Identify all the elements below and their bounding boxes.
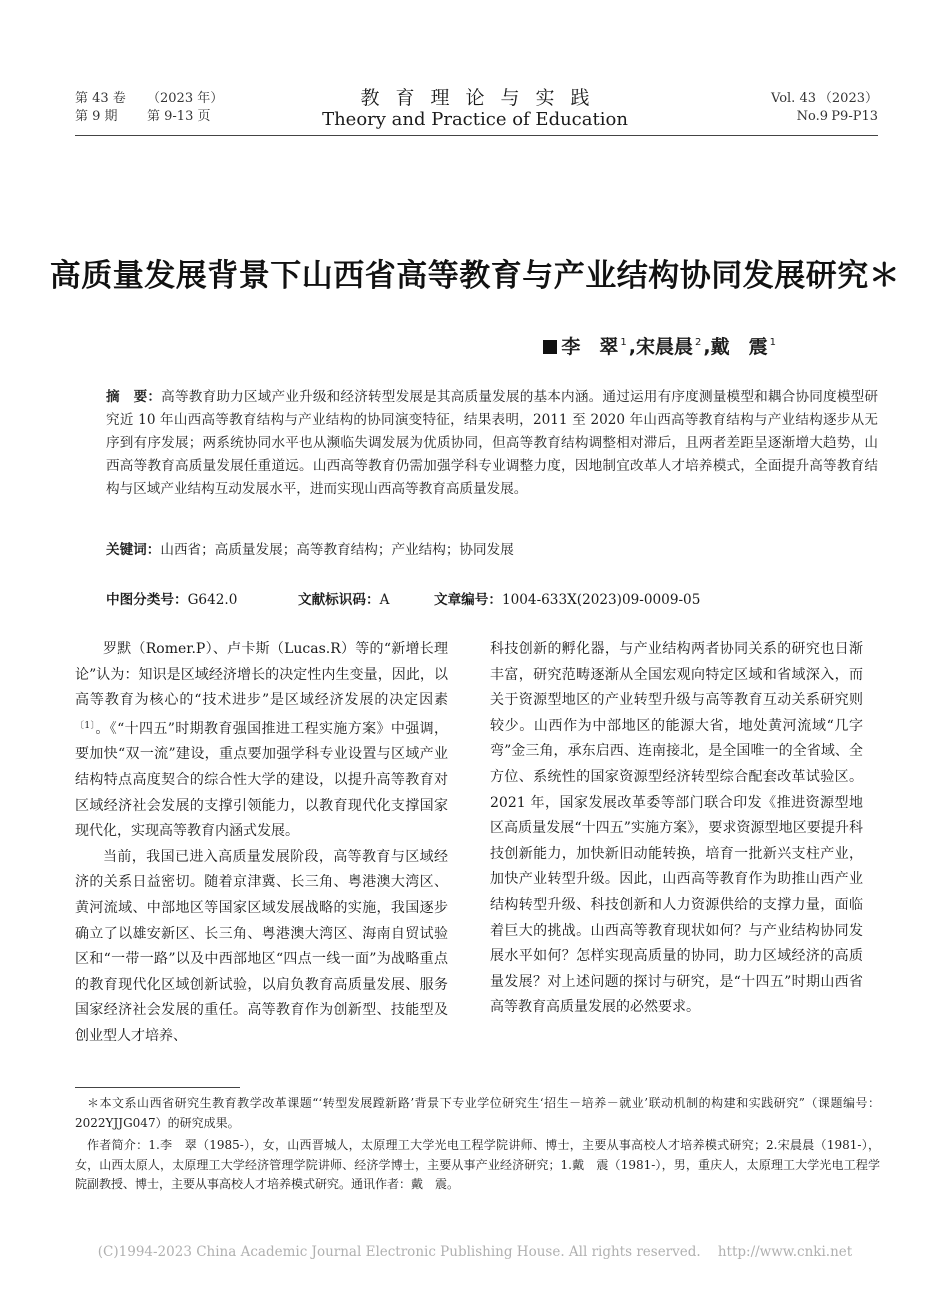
clc-number <box>106 590 298 610</box>
author-name: 戴 震 <box>710 336 768 358</box>
header-issue: 第 9 期 <box>75 109 118 124</box>
journal-name-en: Theory and Practice of Education <box>322 109 628 130</box>
author-affiliation: 1 <box>769 337 776 348</box>
header-pages: 第 9-13 页 <box>147 109 211 124</box>
footnote-author-bio: 作者简介：1.李 翠（1985-），女，山西晋城人，太原理工大学光电工程学院讲师、博士，主要从事高校人才培养模式研究；2.宋晨晨（1981-），女，山西太原人，太原理工大学经济管理学院讲师、经济学博士，主要从事产业经济研究；1.戴 震（1981-），男，重庆人，太原理工大学光电工程学院副教授、博士，主要从事高校人才培养模式研究。通讯作者：戴 震。 <box>75 1138 880 1192</box>
footnote-funding: ＊本文系山西省研究生教育教学改革课题“‘转型发展蹚新路’背景下专业学位研究生‘招生－培养－就业’联动机制的构建和实践研究”（课题编号：2022YJJG047）的研究成果。 <box>75 1096 880 1130</box>
clc-label: 中图分类号： <box>106 592 188 608</box>
header-volume: 第 43 卷 <box>75 91 126 106</box>
document-code <box>298 590 434 610</box>
body-paragraph: 科技创新的孵化器，与产业结构两者协同关系的研究也日渐丰富，研究范畴逐渐从全国宏观向特定区域和省域深入，而关于资源型地区的产业转型升级与高等教育互动关系研究则较少。山西作为中部地区的能源大省，地处黄河流域“几字弯”金三角，承东启西、连南接北，是全国唯一的全省域、全方位、系统性的国家资源型经济转型综合配套改革试验区。2021 年，国家发展改革委等部门联合印发《推进资源型地区高质量发展“十四五”实施方案》，要求资源型地区要提升科技创新能力，加快新旧动能转换，培育一批新兴支柱产业，加快产业转型升级。因此，山西高等教育作为助推山西产业结构转型升级、科技创新和人力资源供给的支撑力量，面临着巨大的挑战。山西高等教育现状如何？与产业结构协同发展水平如何？怎样实现高质量的协同，助力区域经济的高质量发展？对上述问题的探讨与研究，是“十四五”时期山西省高等教育高质量发展的必然要求。 <box>490 641 863 1016</box>
header-volume-en: Vol. 43 <box>771 91 816 106</box>
author-affiliation: 1 <box>620 337 627 348</box>
classification-line <box>106 590 700 610</box>
copyright-watermark: (C)1994-2023 China Academic Journal Electronic Publishing House. All rights reserved. http://www.cnki.net <box>97 1244 853 1260</box>
footnotes <box>75 1094 880 1198</box>
author-affiliation: 2 <box>695 337 702 348</box>
article-number <box>434 590 700 610</box>
header-pages-en: P9-P13 <box>831 109 878 124</box>
body-paragraph: 当前，我国已进入高质量发展阶段，高等教育与区域经济的关系日益密切。随着京津冀、长三角、粤港澳大湾区、黄河流域、中部地区等国家区域发展战略的实施，我国逐步确立了以雄安新区、长三角、粤港澳大湾区、海南自贸试验区和“一带一路”以及中西部地区“四点一线一面”为战略重点的教育现代化区域创新试验，以肩负教育高质量发展、服务国家经济社会发展的重任。高等教育作为创新型、技能型及创业型人才培养、 <box>75 848 448 1044</box>
body-text: 罗默（Romer.P）、卢卡斯（Lucas.R）等的“新增长理论”认为：知识是区域经济增长的决定性内生变量，因此，以高等教育为核心的“技术进步”是区域经济发展的决定因素 <box>75 641 448 709</box>
header-issue-en: No.9 <box>796 109 828 124</box>
keywords-text: 山西省；高质量发展；高等教育结构；产业结构；协同发展 <box>160 542 514 558</box>
keywords <box>106 540 878 560</box>
doc-label: 文献标识码： <box>298 592 380 608</box>
article-value: 1004-633X(2023)09-0009-05 <box>501 592 701 608</box>
body-column-left <box>75 637 448 1050</box>
header-year: （2023 年） <box>147 91 224 106</box>
body-paragraph <box>75 637 448 845</box>
header-year-en: （2023） <box>818 91 878 106</box>
article-label: 文章编号： <box>434 592 502 608</box>
abstract <box>106 386 878 501</box>
author-name: 宋晨晨 <box>636 336 694 358</box>
square-bullet-icon <box>543 340 557 354</box>
author-separator: , <box>628 336 636 358</box>
doc-value: A <box>379 592 390 608</box>
abstract-text: 高等教育助力区域产业升级和经济转型发展是其高质量发展的基本内涵。通过运用有序度测量模型和耦合协同度模型研究近 10 年山西高等教育结构与产业结构的协同演变特征，结果表明，2011 至 2020 年山西高等教育结构与产业结构逐步从无序到有序发展；两系统协同水平也从濒临失调发展为优质协同，但高等教育结构调整相对滞后，且两者差距呈逐渐增大趋势，山西高等教育高质量发展任重道远。山西高等教育仍需加强学科专业调整力度，因地制宜改革人才培养模式，全面提升高等教育结构与区域产业结构互动发展水平，进而实现山西高等教育高质量发展。 <box>106 389 879 497</box>
keywords-label: 关键词： <box>106 542 161 558</box>
clc-value: G642.0 <box>187 592 238 608</box>
author-separator: , <box>703 336 711 358</box>
article-title: 高质量发展背景下山西省高等教育与产业结构协同发展研究＊ <box>49 258 901 294</box>
abstract-label: 摘 要： <box>106 389 162 405</box>
citation-ref[interactable]: 〔1〕 <box>75 720 96 731</box>
header-right <box>771 90 878 126</box>
body-text: 。《“十四五”时期教育强国推进工程实施方案》中强调，要加快“双一流”建设，重点要加强学科专业设置与区域产业结构特点高度契合的综合性大学的建设，以提升高等教育对区域经济社会发展的支撑引领能力，以教育现代化支撑国家现代化，实现高等教育内涵式发展。 <box>75 720 448 840</box>
header-divider <box>75 135 878 136</box>
footnote-divider <box>75 1087 240 1088</box>
author-name: 李 翠 <box>561 336 619 358</box>
body-column-right <box>490 637 863 1021</box>
author-list <box>543 332 778 359</box>
journal-name-cn: 教育理论与实践 <box>360 87 606 109</box>
